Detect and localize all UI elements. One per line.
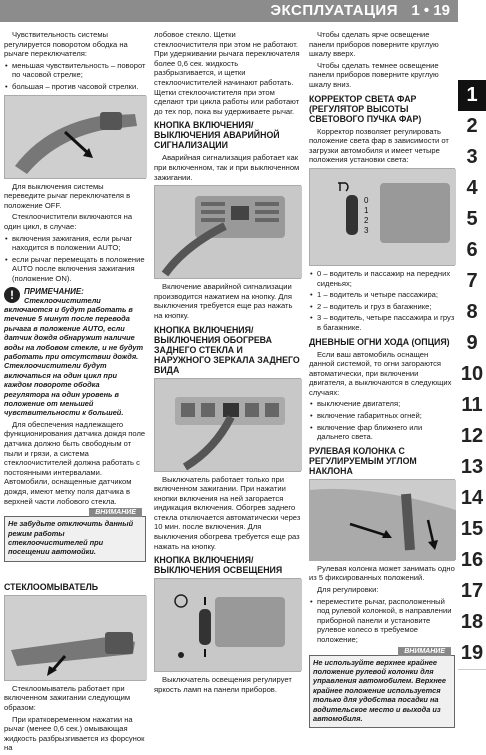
paragraph: Для обеспечения надлежащего функционирования датчика дождя поле датчика должно быть свободным от пыли и грязи, а система стеклоочистителей должна работать с постоянными интервалами. Автомобили, оснащенные датчиком дождя, имеют метку поля датчика в верхней части лобового стекла.	[4, 419, 146, 506]
note-block	[4, 287, 146, 418]
paragraph: Рулевая колонка может занимать одно из 5 фиксированных положений.	[309, 563, 455, 583]
tab-chapter-13[interactable]: 13	[458, 452, 486, 484]
tab-chapter-9[interactable]: 9	[458, 328, 486, 360]
column-3	[309, 30, 455, 731]
list-item: • если рычаг перемещать в положение AUTO после включения зажигания (положение ON).	[12, 255, 146, 284]
paragraph: Аварийная сигнализация работает как при включенном, так и при выключенном зажигании.	[154, 153, 300, 182]
tab-chapter-2[interactable]: 2	[458, 111, 486, 143]
warning-title: ВНИМАНИЕ	[89, 508, 142, 517]
column-1	[4, 30, 146, 755]
paragraph: Выключатель освещения регулирует яркость ламп на панели приборов.	[154, 675, 292, 694]
tab-chapter-8[interactable]: 8	[458, 297, 486, 329]
chapter-tabs	[458, 0, 486, 700]
tab-chapter-16[interactable]: 16	[458, 545, 486, 577]
paragraph: Для регулировки:	[317, 585, 379, 595]
column-2	[154, 30, 301, 696]
warning-exclamation-icon: !	[4, 287, 20, 303]
wiper-stalk-photo	[4, 95, 146, 179]
paragraph: Корректор позволяет регулировать положение света фар в зависимости от загрузки автомобиля и имеет четыре положения установки света:	[309, 126, 449, 165]
tab-chapter-4[interactable]: 4	[458, 173, 486, 205]
paragraph: Стеклоомыватель работает при включенном зажигании следующим образом:	[4, 683, 131, 712]
list-item: • меньшая чувствительность – поворот по часовой стрелке;	[12, 61, 146, 80]
paragraph: При кратковременном нажатии на рычаг (менее 0,6 сек.) омывающая жидкость разбрызгивается из форсунок на	[4, 714, 145, 753]
paragraph: Включение аварийной сигнализации производится нажатием на кнопку. Для выключения требуется еще раз нажать на кнопку.	[154, 282, 293, 320]
tab-chapter-19[interactable]: 19	[458, 638, 486, 670]
tab-chapter-1[interactable]: 1	[458, 80, 486, 112]
list-item: • 1 – водитель и четыре пассажира;	[317, 290, 455, 300]
list-item: • 3 – водитель, четыре пассажира и груз в багажнике.	[317, 313, 455, 332]
heading-hazard: КНОПКА ВКЛЮЧЕНИЯ/ ВЫКЛЮЧЕНИЯ АВАРИЙНОЙ СИГНАЛИЗАЦИИ	[154, 120, 280, 151]
warning-title: ВНИМАНИЕ	[398, 647, 451, 656]
dimmer-dial-photo	[154, 578, 301, 672]
bullet-list	[309, 399, 455, 441]
tab-chapter-3[interactable]: 3	[458, 142, 486, 174]
paragraph: Если ваш автомобиль оснащен данной системой, то огни загораются автоматически, при включении двигателя, а выключаются в следующих случаях:	[309, 349, 452, 397]
rear-defrost-button-photo	[154, 378, 301, 472]
tab-chapter-11[interactable]: 11	[458, 390, 486, 422]
tab-chapter-15[interactable]: 15	[458, 514, 486, 546]
steering-lever-photo	[309, 479, 455, 561]
bullet-list	[309, 597, 455, 645]
list-item: • 0 – водитель и пассажир на передних сиденьях;	[317, 269, 455, 288]
tab-chapter-6[interactable]: 6	[458, 235, 486, 267]
warning-box	[309, 647, 455, 729]
warning-box	[4, 509, 146, 562]
list-item: • переместите рычаг, расположенный под рулевой колонкой, в направлении приборной панели и установите рулевое колесо в требуемое положение;	[317, 597, 455, 645]
paragraph: Выключатель работает только при включенном зажигании. При нажатии кнопки включения на ней загорается индикация включения. Обогрев заднего стекла отключается автоматически через 10 мин. после включения. Для выключения обогрева требуется еще раз нажать на кнопку.	[154, 474, 301, 551]
tab-chapter-17[interactable]: 17	[458, 576, 486, 608]
dial-label: 0	[364, 195, 369, 205]
note-text: Стеклоочистители включаются и будут работать в течение 5 минут после перевода рычага в положение AUTO, если датчик дождя обнаружит наличие воды на лобовом стекле, и не будут работать при отсутствии дождя. Стеклоочистители будут включаться на один цикл при каждом повороте ободка регулятора на один уровень в положение от меньшей чувствительности к большей.	[4, 295, 144, 418]
tab-chapter-18[interactable]: 18	[458, 607, 486, 639]
paragraph: лобовое стекло. Щетки стеклоочистителя при этом не работают. При удерживании рычага переключателя более 0,6 сек. жидкость разбрызгивается, и щетки стеклоочистителей начинают работать. Щетки стеклоочистителя при этом сделают три цикла работы или работают до тех пор, пока вы удерживаете рычаг.	[154, 30, 300, 116]
paragraph: Стеклоочистители включаются на один цикл, в случае:	[4, 212, 133, 231]
heading-washer: СТЕКЛООМЫВАТЕЛЬ	[4, 581, 99, 592]
list-item: • включения зажигания, если рычаг находится в положении AUTO;	[12, 234, 146, 253]
bullet-list	[4, 234, 146, 284]
hazard-button-photo	[154, 185, 301, 279]
paragraph: Чтобы сделать ярче освещение панели приборов поверните круглую шкалу вверх.	[309, 30, 439, 59]
list-item: • 2 – водитель и груз в багажнике;	[317, 302, 455, 312]
tab-chapter-10[interactable]: 10	[458, 359, 486, 391]
dial-label: 2	[364, 215, 369, 225]
list-item: • выключение двигателя;	[317, 399, 455, 409]
headlight-leveler-photo	[309, 168, 455, 266]
tab-chapter-12[interactable]: 12	[458, 421, 486, 453]
bullet-list	[309, 269, 455, 333]
dial-label: 1	[364, 205, 369, 215]
warning-text: Не используйте верхнее крайнее положение рулевой колонки для управления автомобилем. Верхнее крайнее положение используется только для удобства посадки на водительское место и выхода из автомобиля.	[313, 657, 447, 724]
paragraph: Для выключения системы переведите рычаг переключателя в положение OFF.	[4, 181, 131, 210]
warning-text: Не забудьте отключить данный режим работы стеклоочистителей при посещении автомойки.	[8, 519, 134, 557]
list-item: • большая – против часовой стрелки.	[12, 82, 146, 92]
heading-rear-defrost: КНОПКА ВКЛЮЧЕНИЯ/ ВЫКЛЮЧЕНИЯ ОБОГРЕВА ЗАДНЕГО СТЕКЛА И НАРУЖНОГО ЗЕРКАЛА ЗАДНЕГО ВИДА	[154, 324, 300, 375]
dial-label: 3	[364, 225, 369, 235]
tab-chapter-7[interactable]: 7	[458, 266, 486, 298]
list-item: • включение фар ближнего или дальнего света.	[317, 423, 455, 442]
tab-chapter-14[interactable]: 14	[458, 483, 486, 515]
tab-chapter-5[interactable]: 5	[458, 204, 486, 236]
heading-lighting: КНОПКА ВКЛЮЧЕНИЯ/ ВЫКЛЮЧЕНИЯ ОСВЕЩЕНИЯ	[154, 555, 283, 576]
paragraph: Чувствительность системы регулируется поворотом ободка на рычаге переключателя:	[4, 30, 128, 59]
bullet-list	[4, 61, 146, 92]
list-item: • включение габаритных огней;	[317, 411, 455, 421]
note-title: ПРИМЕЧАНИЕ:	[24, 286, 84, 296]
section-title: ЭКСПЛУАТАЦИЯ	[270, 2, 398, 19]
heading-headlight-leveler: КОРРЕКТОР СВЕТА ФАР (РЕГУЛЯТОР ВЫСОТЫ СВЕТОВОГО ПУЧКА ФАР)	[309, 93, 422, 124]
page-header	[0, 0, 458, 22]
washer-stalk-photo	[4, 595, 146, 681]
heading-tilt-steering: РУЛЕВАЯ КОЛОНКА С РЕГУЛИРУЕМЫМ УГЛОМ НАКЛОНА	[309, 445, 417, 476]
paragraph: Чтобы сделать темнее освещение панели приборов поверните круглую шкалу вниз.	[309, 60, 439, 89]
heading-drl: ДНЕВНЫЕ ОГНИ ХОДА (ОПЦИЯ)	[309, 336, 450, 347]
page-number: 1 • 19	[411, 2, 450, 19]
